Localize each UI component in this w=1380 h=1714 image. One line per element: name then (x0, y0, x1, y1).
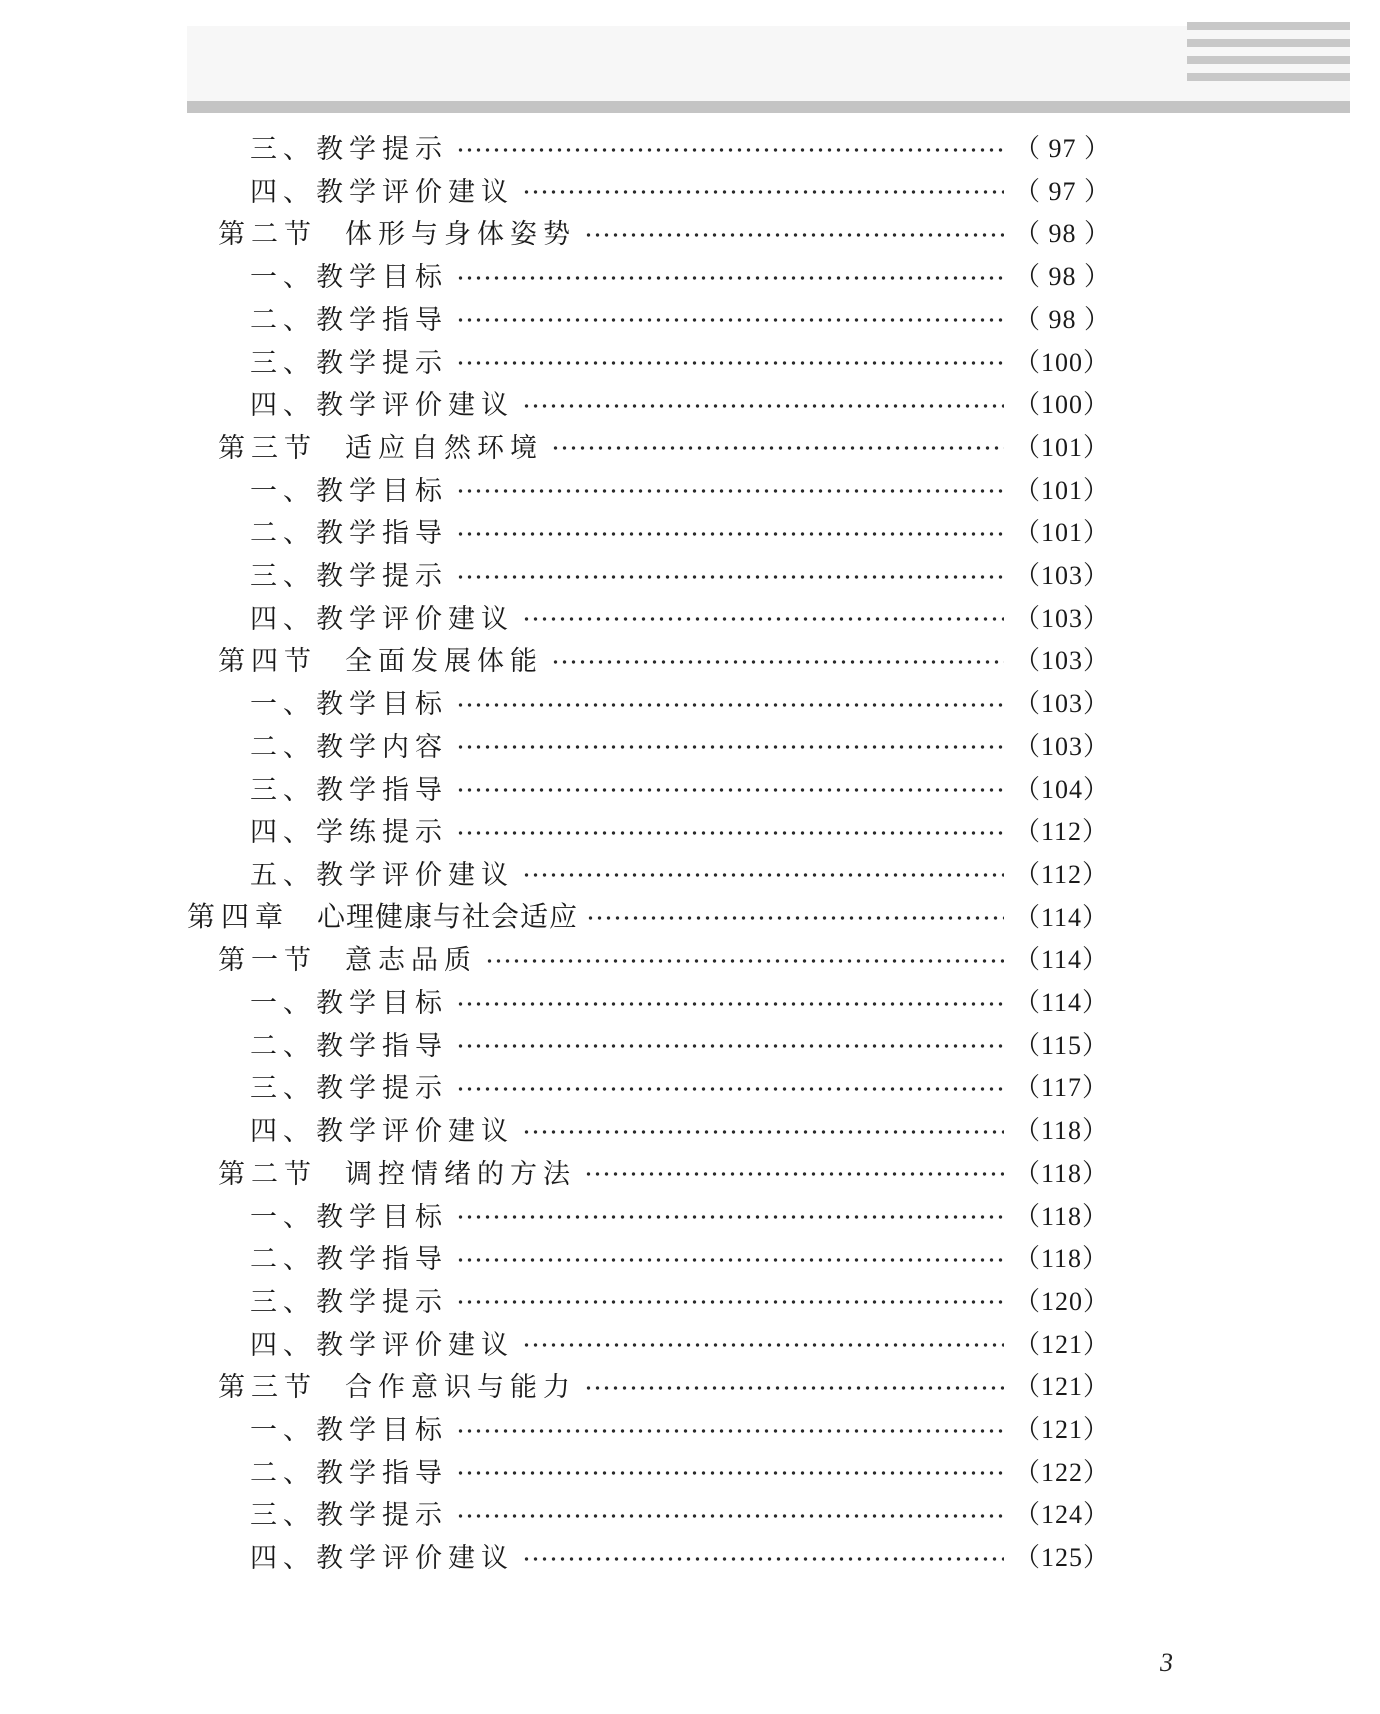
header-rule (187, 101, 1350, 113)
toc-entry-title: 二、教学指导 (250, 304, 448, 336)
toc-entry-title: 二、教学内容 (250, 731, 448, 763)
toc-page-ref: （121） (1014, 1329, 1111, 1359)
toc-entry-title: 三、教学提示 (250, 134, 448, 165)
toc-entry-title: 三、教学提示 (250, 561, 448, 592)
toc-entry-number: 第三节 (218, 432, 317, 464)
toc-item-row[interactable] (250, 1107, 1110, 1150)
header-stripe (1187, 56, 1350, 64)
toc-dot-leader (522, 190, 1004, 194)
toc-item-row[interactable] (250, 1278, 1111, 1321)
toc-page-ref: （ 98 ） (1014, 219, 1112, 249)
toc-item-row[interactable] (250, 595, 1111, 638)
header-stripes-decoration (1187, 22, 1350, 90)
toc-dot-leader (584, 1386, 1004, 1390)
toc-entry-title: 三、教学指导 (250, 774, 448, 806)
toc-page-ref: （114） (1014, 902, 1110, 932)
toc-entry-title (218, 1152, 576, 1191)
toc-dot-leader (551, 660, 1004, 664)
toc-dot-leader (456, 1258, 1004, 1262)
toc-dot-leader (522, 1130, 1004, 1134)
toc-dot-leader (522, 873, 1004, 877)
toc-section-row[interactable] (218, 1150, 1110, 1193)
toc-page-ref: （ 98 ） (1014, 262, 1112, 292)
toc-entry-title-text: 心理健康与社会适应 (317, 900, 579, 934)
toc-entry-title (218, 426, 543, 465)
toc-entry-title: 一、教学目标 (250, 262, 448, 294)
toc-entry-title-text: 体形与身体姿势 (345, 219, 576, 251)
toc-entry-title: 三、教学提示 (250, 347, 448, 379)
toc-page-ref: （118） (1014, 1116, 1110, 1146)
toc-entry-title: 四、教学评价建议 (250, 1543, 514, 1575)
toc-entry-number: 第四章 (187, 900, 290, 934)
toc-entry-title: 一、教学目标 (250, 988, 448, 1019)
toc-item-row[interactable] (250, 339, 1111, 382)
toc-item-row[interactable] (250, 1022, 1110, 1065)
toc-dot-leader (456, 575, 1004, 579)
toc-dot-leader (456, 1215, 1004, 1219)
toc-item-row[interactable] (250, 1321, 1111, 1364)
toc-entry-title: 一、教学目标 (250, 1415, 448, 1446)
toc-dot-leader (522, 1343, 1004, 1347)
toc-page-ref: （104） (1014, 774, 1111, 804)
toc-page-ref: （118） (1014, 1244, 1110, 1274)
toc-entry-title: 三、教学提示 (250, 1500, 448, 1532)
toc-item-row[interactable] (250, 979, 1110, 1022)
toc-entry-number: 第三节 (218, 1372, 317, 1404)
toc-page-ref: （101） (1014, 432, 1111, 462)
toc-item-row[interactable] (250, 1064, 1110, 1107)
toc-page-ref: （112） (1014, 859, 1110, 889)
toc-entry-title: 二、教学指导 (250, 1030, 448, 1062)
toc-entry-title: 二、教学指导 (250, 518, 448, 550)
toc-item-row[interactable] (250, 1193, 1110, 1236)
toc-dot-leader (456, 745, 1004, 749)
toc-dot-leader (456, 1002, 1004, 1006)
toc-page-ref: （121） (1014, 1372, 1111, 1402)
toc-page-ref: （115） (1014, 1030, 1110, 1060)
toc-page-ref: （ 97 ） (1014, 134, 1112, 163)
toc-entry-title: 四、学练提示 (250, 817, 448, 849)
toc-page-ref: （120） (1014, 1286, 1111, 1316)
toc-entry-number: 第二节 (218, 1158, 317, 1190)
header-stripe (1187, 73, 1350, 81)
toc-item-row[interactable] (250, 680, 1111, 723)
toc-dot-leader (456, 1429, 1004, 1433)
toc-page-ref: （117） (1014, 1073, 1110, 1103)
toc-page-ref: （103） (1014, 603, 1111, 633)
toc-entry-title: 二、教学指导 (250, 1244, 448, 1276)
page-number: 3 (1160, 1648, 1173, 1677)
toc-entry-number: 第四节 (218, 646, 317, 678)
toc-section-row[interactable] (218, 1363, 1111, 1406)
toc-entry-title: 四、教学评价建议 (250, 1329, 514, 1361)
toc-dot-leader (456, 532, 1004, 536)
toc-dot-leader (584, 233, 1004, 237)
toc-page-ref: （118） (1014, 1201, 1110, 1231)
toc-page-ref: （100） (1014, 390, 1111, 420)
toc-entry-title (218, 938, 477, 977)
toc-item-row[interactable] (250, 1534, 1111, 1577)
toc-dot-leader (456, 1471, 1004, 1475)
toc-entry-title: 四、教学评价建议 (250, 603, 514, 635)
toc-page-ref: （103） (1014, 561, 1111, 590)
toc-item-row[interactable] (250, 168, 1112, 211)
toc-dot-leader (485, 959, 1004, 963)
toc-item-row[interactable] (250, 1491, 1111, 1534)
toc-entry-title (187, 895, 578, 935)
toc-page-ref: （118） (1014, 1158, 1110, 1188)
toc-entry-title-text: 适应自然环境 (345, 432, 543, 464)
toc-item-row[interactable] (250, 296, 1112, 339)
toc-entry-title (218, 212, 576, 251)
toc-item-row[interactable] (250, 253, 1112, 296)
toc-entry-title: 一、教学目标 (250, 475, 448, 507)
header-stripe (1187, 39, 1350, 47)
toc-dot-leader (584, 1172, 1004, 1176)
toc-page-ref: （103） (1014, 731, 1111, 761)
toc-section-row[interactable] (218, 210, 1112, 253)
toc-page-ref: （101） (1014, 518, 1111, 548)
toc-page-ref: （125） (1014, 1543, 1111, 1573)
toc-item-row[interactable] (250, 1406, 1111, 1449)
toc-entry-title-text: 意志品质 (345, 945, 477, 977)
toc-item-row[interactable] (250, 851, 1110, 894)
toc-page-ref: （121） (1014, 1415, 1111, 1444)
toc-dot-leader (456, 361, 1004, 365)
toc-page-ref: （103） (1014, 689, 1111, 719)
toc-section-row[interactable] (218, 936, 1110, 979)
toc-dot-leader (522, 1557, 1004, 1561)
toc-entry-title: 一、教学目标 (250, 1201, 448, 1233)
toc-page-ref: （112） (1014, 817, 1110, 847)
toc-entry-title: 四、教学评价建议 (250, 176, 514, 208)
toc-entry-title (218, 1365, 576, 1404)
toc-item-row[interactable] (250, 723, 1111, 766)
header-stripe (1187, 22, 1350, 30)
header-band (187, 26, 1350, 101)
toc-page-ref: （ 98 ） (1014, 304, 1112, 334)
toc-dot-leader (522, 617, 1004, 621)
toc-dot-leader (456, 489, 1004, 493)
toc-entry-title: 五、教学评价建议 (250, 859, 514, 891)
toc-item-row[interactable] (250, 1449, 1111, 1492)
toc-section-row[interactable] (218, 637, 1111, 680)
toc-dot-leader (551, 446, 1004, 450)
toc-dot-leader (456, 1300, 1004, 1304)
toc-page-ref: （122） (1014, 1457, 1111, 1487)
toc-dot-leader (456, 831, 1004, 835)
toc-page-ref: （100） (1014, 347, 1111, 377)
toc-entry-number: 第二节 (218, 219, 317, 251)
toc-entry-title-text: 调控情绪的方法 (345, 1158, 576, 1190)
toc-dot-leader (586, 916, 1004, 920)
toc-page-ref: （ 97 ） (1014, 176, 1112, 206)
toc-item-row[interactable] (250, 1235, 1110, 1278)
toc-item-row[interactable] (250, 552, 1111, 595)
toc-item-row[interactable] (250, 381, 1111, 424)
toc-entry-title: 一、教学目标 (250, 689, 448, 721)
toc-entry-title: 三、教学提示 (250, 1073, 448, 1105)
toc-dot-leader (456, 1044, 1004, 1048)
toc-entry-title: 二、教学指导 (250, 1457, 448, 1489)
toc-dot-leader (456, 276, 1004, 280)
toc-entry-title (218, 639, 543, 678)
toc-entry-title: 三、教学提示 (250, 1286, 448, 1318)
toc-page-ref: （124） (1014, 1500, 1111, 1530)
toc-page-ref: （114） (1014, 988, 1110, 1017)
toc-entry-title: 四、教学评价建议 (250, 1116, 514, 1148)
toc-page-ref: （114） (1014, 945, 1110, 975)
toc-item-row[interactable] (250, 808, 1110, 851)
toc-entry-number: 第一节 (218, 945, 317, 977)
toc-item-row[interactable] (250, 125, 1112, 168)
toc-item-row[interactable] (250, 467, 1111, 510)
toc-dot-leader (456, 148, 1004, 152)
toc-dot-leader (456, 1514, 1004, 1518)
toc-dot-leader (456, 318, 1004, 322)
toc-page-ref: （103） (1014, 646, 1111, 676)
toc-dot-leader (456, 703, 1004, 707)
toc-dot-leader (522, 404, 1004, 408)
toc-entry-title: 四、教学评价建议 (250, 390, 514, 422)
toc-item-row[interactable] (250, 766, 1111, 809)
toc-chapter-row[interactable] (187, 894, 1110, 937)
toc-entry-title-text: 全面发展体能 (345, 646, 543, 678)
toc-item-row[interactable] (250, 509, 1111, 552)
toc-section-row[interactable] (218, 424, 1111, 467)
toc-dot-leader (456, 1087, 1004, 1091)
toc-page-ref: （101） (1014, 475, 1111, 505)
toc-dot-leader (456, 788, 1004, 792)
toc-entry-title-text: 合作意识与能力 (345, 1372, 576, 1404)
